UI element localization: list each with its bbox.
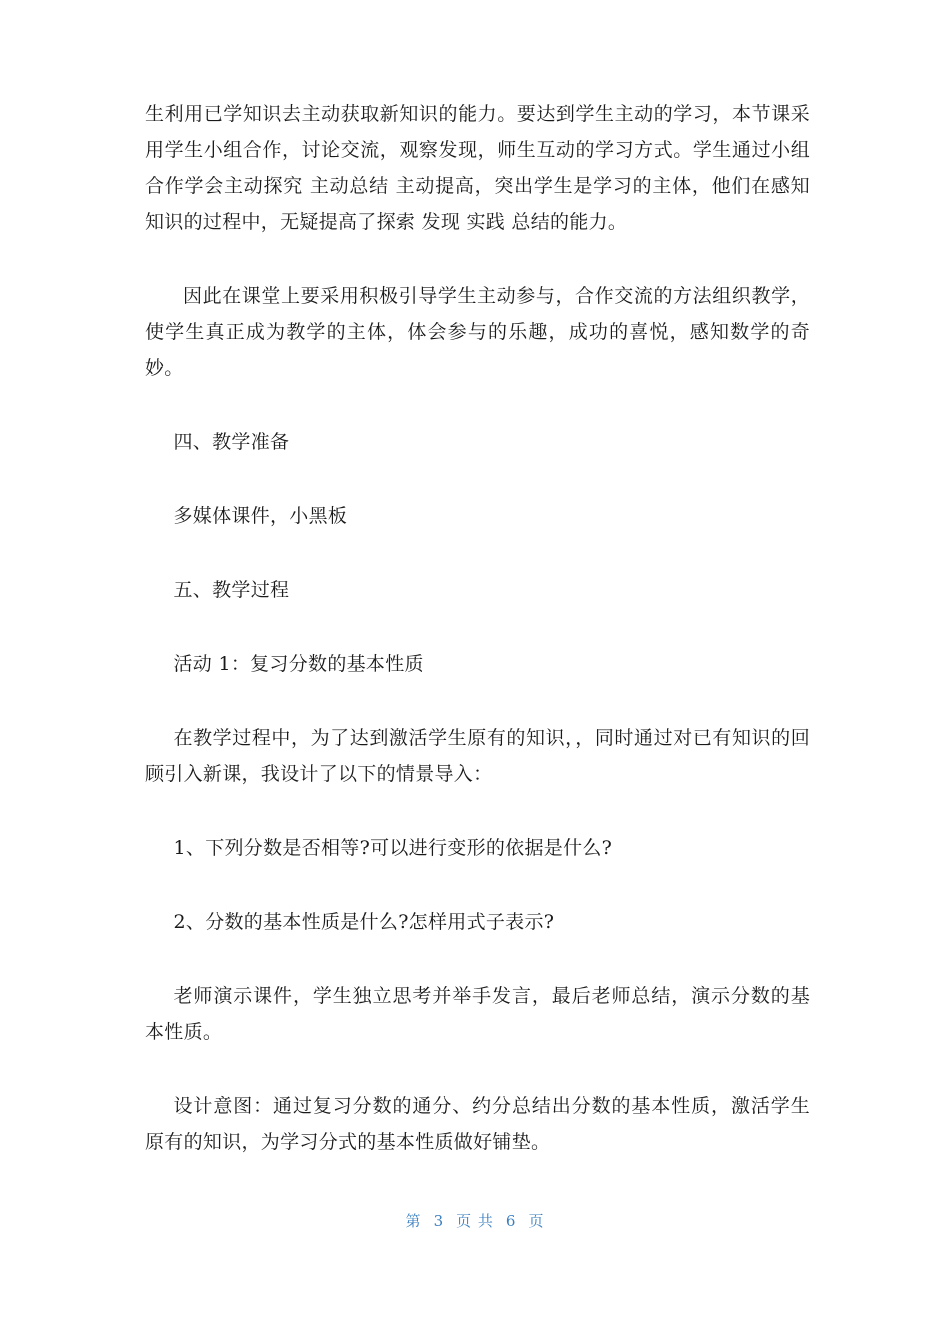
paragraph-continued-text: 生利用已学知识去主动获取新知识的能力。要达到学生主动的学习，本节课采用学生小组合作，讨论交流，观察发现，师生互动的学习方式。学生通过小组合作学会主动探究 主动总结 主动提高，突出学生是学习的主体，他们在感知知识的过程中，无疑提高了探索 发现 实践 总结的能力。: [145, 103, 810, 233]
paragraph-materials: 多媒体课件，小黑板: [173, 505, 348, 527]
activity-heading: 活动 1：复习分数的基本性质: [173, 653, 424, 675]
section-heading-process: 五、教学过程: [173, 579, 290, 601]
page-number-footer: [0, 1210, 950, 1231]
list-item-question-2: 2、分数的基本性质是什么?怎样用式子表示?: [173, 911, 555, 933]
footer-current-page: 3: [433, 1212, 445, 1230]
footer-suffix: 页: [528, 1212, 545, 1230]
list-item-question-1: 1、下列分数是否相等?可以进行变形的依据是什么?: [173, 837, 613, 859]
paragraph-design-intent: 设计意图：通过复习分数的通分、约分总结出分数的基本性质，激活学生原有的知识，为学习分式的基本性质做好铺垫。: [145, 1095, 810, 1153]
paragraph-teacher-demo: 老师演示课件，学生独立思考并举手发言，最后老师总结，演示分数的基本性质。: [145, 985, 810, 1043]
footer-prefix: 第: [405, 1212, 422, 1230]
paragraph-intro: 在教学过程中，为了达到激活学生原有的知识，，同时通过对已有知识的回顾引入新课，我设计了以下的情景导入：: [145, 727, 810, 785]
paragraph-classroom-approach: 因此在课堂上要采用积极引导学生主动参与，合作交流的方法组织教学，使学生真正成为教学的主体，体会参与的乐趣，成功的喜悦，感知数学的奇妙。: [145, 285, 810, 379]
document-body: [145, 96, 810, 1160]
section-heading-preparation: 四、教学准备: [173, 431, 290, 453]
footer-middle: 页 共: [456, 1212, 494, 1230]
footer-total-pages: 6: [505, 1212, 517, 1230]
